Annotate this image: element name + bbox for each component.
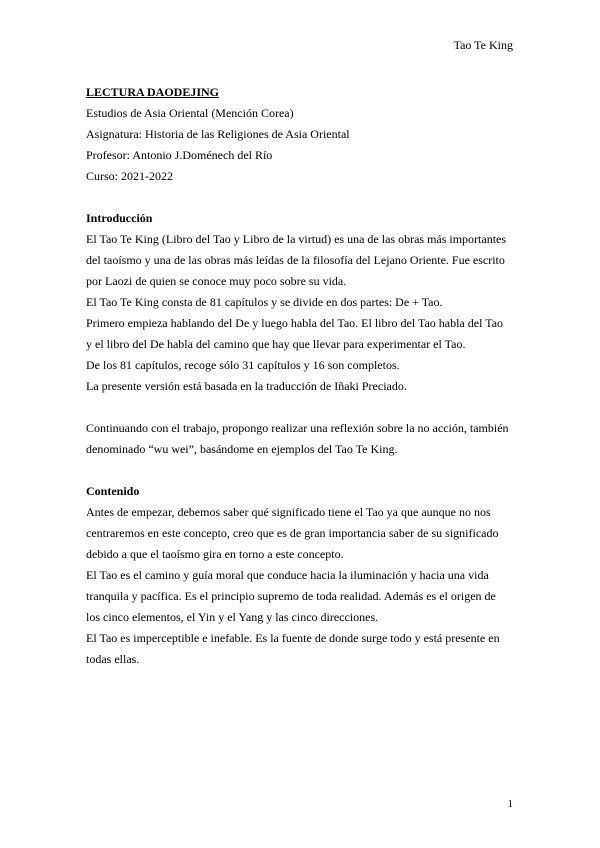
info-line-studies: Estudios de Asia Oriental (Mención Corea) [86, 106, 294, 120]
document-title: LECTURA DAODEJING [86, 85, 220, 99]
content-line: Antes de empezar, debemos saber qué significado tiene el Tao ya que aunque no nos [86, 505, 491, 519]
section-heading-introduccion: Introducción [86, 211, 153, 225]
section-heading-contenido: Contenido [86, 484, 140, 498]
page-number: 1 [507, 798, 513, 810]
content-line: El Tao es imperceptible e inefable. Es la fuente de donde surge todo y está presente en [86, 631, 500, 645]
document-body [86, 82, 516, 670]
intro-line: El Tao Te King consta de 81 capítulos y se divide en dos partes: De + Tao. [86, 295, 443, 309]
info-line-professor: Profesor: Antonio J.Doménech del Río [86, 148, 273, 162]
content-line: los cinco elementos, el Yin y el Yang y las cinco direcciones. [86, 610, 379, 624]
content-line: centraremos en este concepto, creo que es de gran importancia saber de su significado [86, 526, 499, 540]
content-line: todas ellas. [86, 652, 140, 666]
content-line: debido a que el taoísmo gira en torno a este concepto. [86, 547, 344, 561]
intro-line: La presente versión está basada en la traducción de Iñaki Preciado. [86, 379, 407, 393]
running-header: Tao Te King [453, 38, 513, 52]
content-line: tranquila y pacífica. Es el principio supremo de toda realidad. Además es el origen de [86, 589, 496, 603]
intro-line: De los 81 capítulos, recoge sólo 31 capítulos y 16 son completos. [86, 358, 400, 372]
spacer [86, 187, 516, 208]
intro-line: Primero empieza hablando del De y luego habla del Tao. El libro del Tao habla del Tao [86, 316, 504, 330]
info-line-subject: Asignatura: Historia de las Religiones de Asia Oriental [86, 127, 350, 141]
spacer [86, 460, 516, 481]
spacer [86, 397, 516, 418]
intro-line: del taoísmo y una de las obras más leídas de la filosofía del Lejano Oriente. Fue escrito [86, 253, 505, 267]
intro-line: por Laozi de quien se conoce muy poco sobre su vida. [86, 274, 347, 288]
content-line: El Tao es el camino y guía moral que conduce hacia la iluminación y hacia una vida [86, 568, 489, 582]
intro-line: El Tao Te King (Libro del Tao y Libro de la virtud) es una de las obras más importantes [86, 232, 507, 246]
intro-line: Continuando con el trabajo, propongo realizar una reflexión sobre la no acción, también [86, 421, 509, 435]
info-line-course: Curso: 2021-2022 [86, 169, 173, 183]
intro-line: denominado “wu wei”, basándome en ejemplos del Tao Te King. [86, 442, 398, 456]
intro-line: y el libro del De habla del camino que hay que llevar para experimentar el Tao. [86, 337, 466, 351]
